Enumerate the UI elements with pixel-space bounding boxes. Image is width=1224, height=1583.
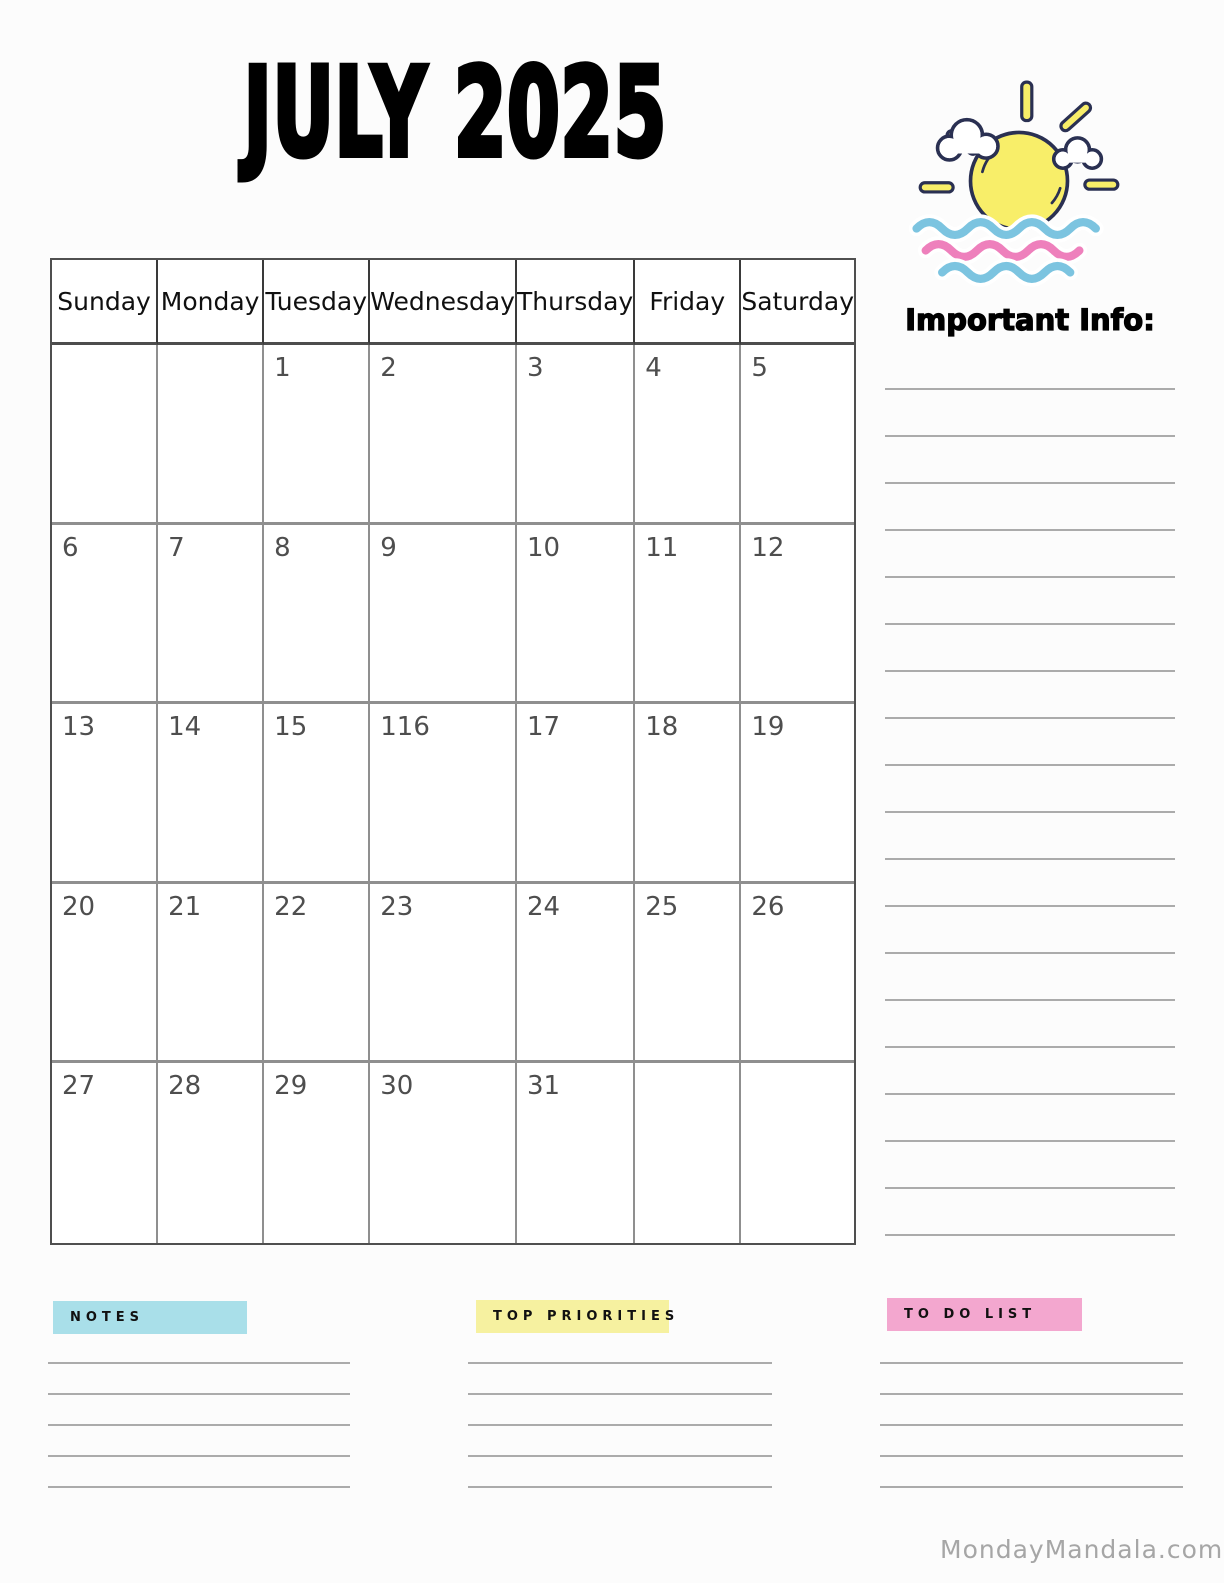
day-cell — [517, 704, 635, 884]
day-number: 13 — [62, 712, 96, 743]
cloud-left-icon — [938, 120, 998, 160]
ocean-waves-icon — [917, 222, 1096, 279]
weekday-header: Friday — [635, 260, 741, 345]
day-number: 25 — [645, 891, 679, 922]
day-cell — [52, 884, 158, 1064]
day-cell — [741, 1063, 854, 1243]
day-number: 15 — [274, 712, 308, 743]
notes-ruled-lines — [48, 1333, 350, 1491]
weekday-header: Tuesday — [264, 260, 370, 345]
important-info-ruled-lines — [885, 343, 1175, 1238]
day-cell — [158, 884, 264, 1064]
day-number: 18 — [645, 712, 679, 743]
day-cell — [264, 345, 370, 525]
day-number: 8 — [274, 532, 291, 563]
day-number: 3 — [526, 353, 544, 383]
day-number: 4 — [645, 353, 662, 383]
calendar-grid — [50, 258, 856, 1245]
day-cell — [52, 345, 158, 525]
day-number: 24 — [526, 891, 561, 922]
day-number: 11 — [645, 532, 679, 563]
cloud-right-icon — [1054, 138, 1102, 168]
day-number: 7 — [168, 532, 185, 563]
day-cell — [264, 1063, 370, 1243]
day-cell — [517, 525, 635, 705]
to-do-list-ruled-lines — [880, 1333, 1183, 1491]
day-cell — [52, 1063, 158, 1243]
day-cell — [370, 525, 517, 705]
day-cell — [370, 704, 517, 884]
day-cell — [370, 1063, 517, 1243]
day-cell — [517, 884, 635, 1064]
day-number: 17 — [526, 712, 561, 743]
day-cell — [635, 345, 741, 525]
day-cell — [635, 1063, 741, 1243]
day-number: 12 — [751, 532, 785, 563]
page-title: JULY 2025 — [243, 42, 667, 184]
day-cell — [635, 525, 741, 705]
top-priorities-label: TOP PRIORITIES — [476, 1300, 669, 1333]
day-cell — [741, 704, 854, 884]
day-cell — [635, 704, 741, 884]
sun-ocean-illustration — [898, 73, 1140, 288]
day-number: 23 — [380, 891, 414, 922]
day-number: 27 — [62, 1071, 96, 1102]
weekday-header: Saturday — [741, 260, 854, 345]
day-number: 20 — [62, 891, 96, 922]
day-cell — [741, 884, 854, 1064]
day-number: 14 — [168, 712, 202, 743]
weekday-header: Sunday — [52, 260, 158, 345]
day-number: 31 — [526, 1071, 561, 1102]
top-priorities-ruled-lines — [468, 1333, 772, 1491]
day-cell — [264, 704, 370, 884]
weekday-header: Thursday — [517, 260, 635, 345]
day-cell — [158, 704, 264, 884]
footer-watermark: MondayMandala.com — [940, 1535, 1224, 1564]
day-number: 30 — [380, 1071, 414, 1102]
day-cell — [158, 525, 264, 705]
day-cell — [741, 525, 854, 705]
day-number: 22 — [274, 891, 308, 922]
weekday-header: Wednesday — [370, 260, 517, 345]
day-number: 21 — [168, 891, 202, 922]
day-cell — [517, 1063, 635, 1243]
day-number: 6 — [62, 532, 79, 563]
day-number: 1 — [274, 353, 291, 383]
day-cell — [52, 704, 158, 884]
to-do-list-label: TO DO LIST — [887, 1298, 1082, 1331]
day-number: 5 — [751, 353, 768, 383]
day-cell — [158, 1063, 264, 1243]
day-cell — [264, 884, 370, 1064]
day-cell — [741, 345, 854, 525]
day-cell — [158, 345, 264, 525]
day-cell — [370, 884, 517, 1064]
day-number: 26 — [751, 891, 785, 922]
day-number: 29 — [274, 1071, 308, 1102]
notes-label: NOTES — [53, 1301, 247, 1334]
day-number: 116 — [380, 712, 430, 743]
important-info-heading: Important Info: — [905, 303, 1155, 337]
day-number: 19 — [751, 712, 785, 743]
day-number: 2 — [380, 353, 397, 383]
day-cell — [370, 345, 517, 525]
day-cell — [635, 884, 741, 1064]
weekday-header: Monday — [158, 260, 264, 345]
day-number: 10 — [526, 532, 561, 563]
day-cell — [517, 345, 635, 525]
day-cell — [264, 525, 370, 705]
day-cell — [52, 525, 158, 705]
day-number: 9 — [380, 532, 397, 563]
page-title-wrap — [50, 38, 860, 188]
day-number: 28 — [168, 1071, 202, 1102]
